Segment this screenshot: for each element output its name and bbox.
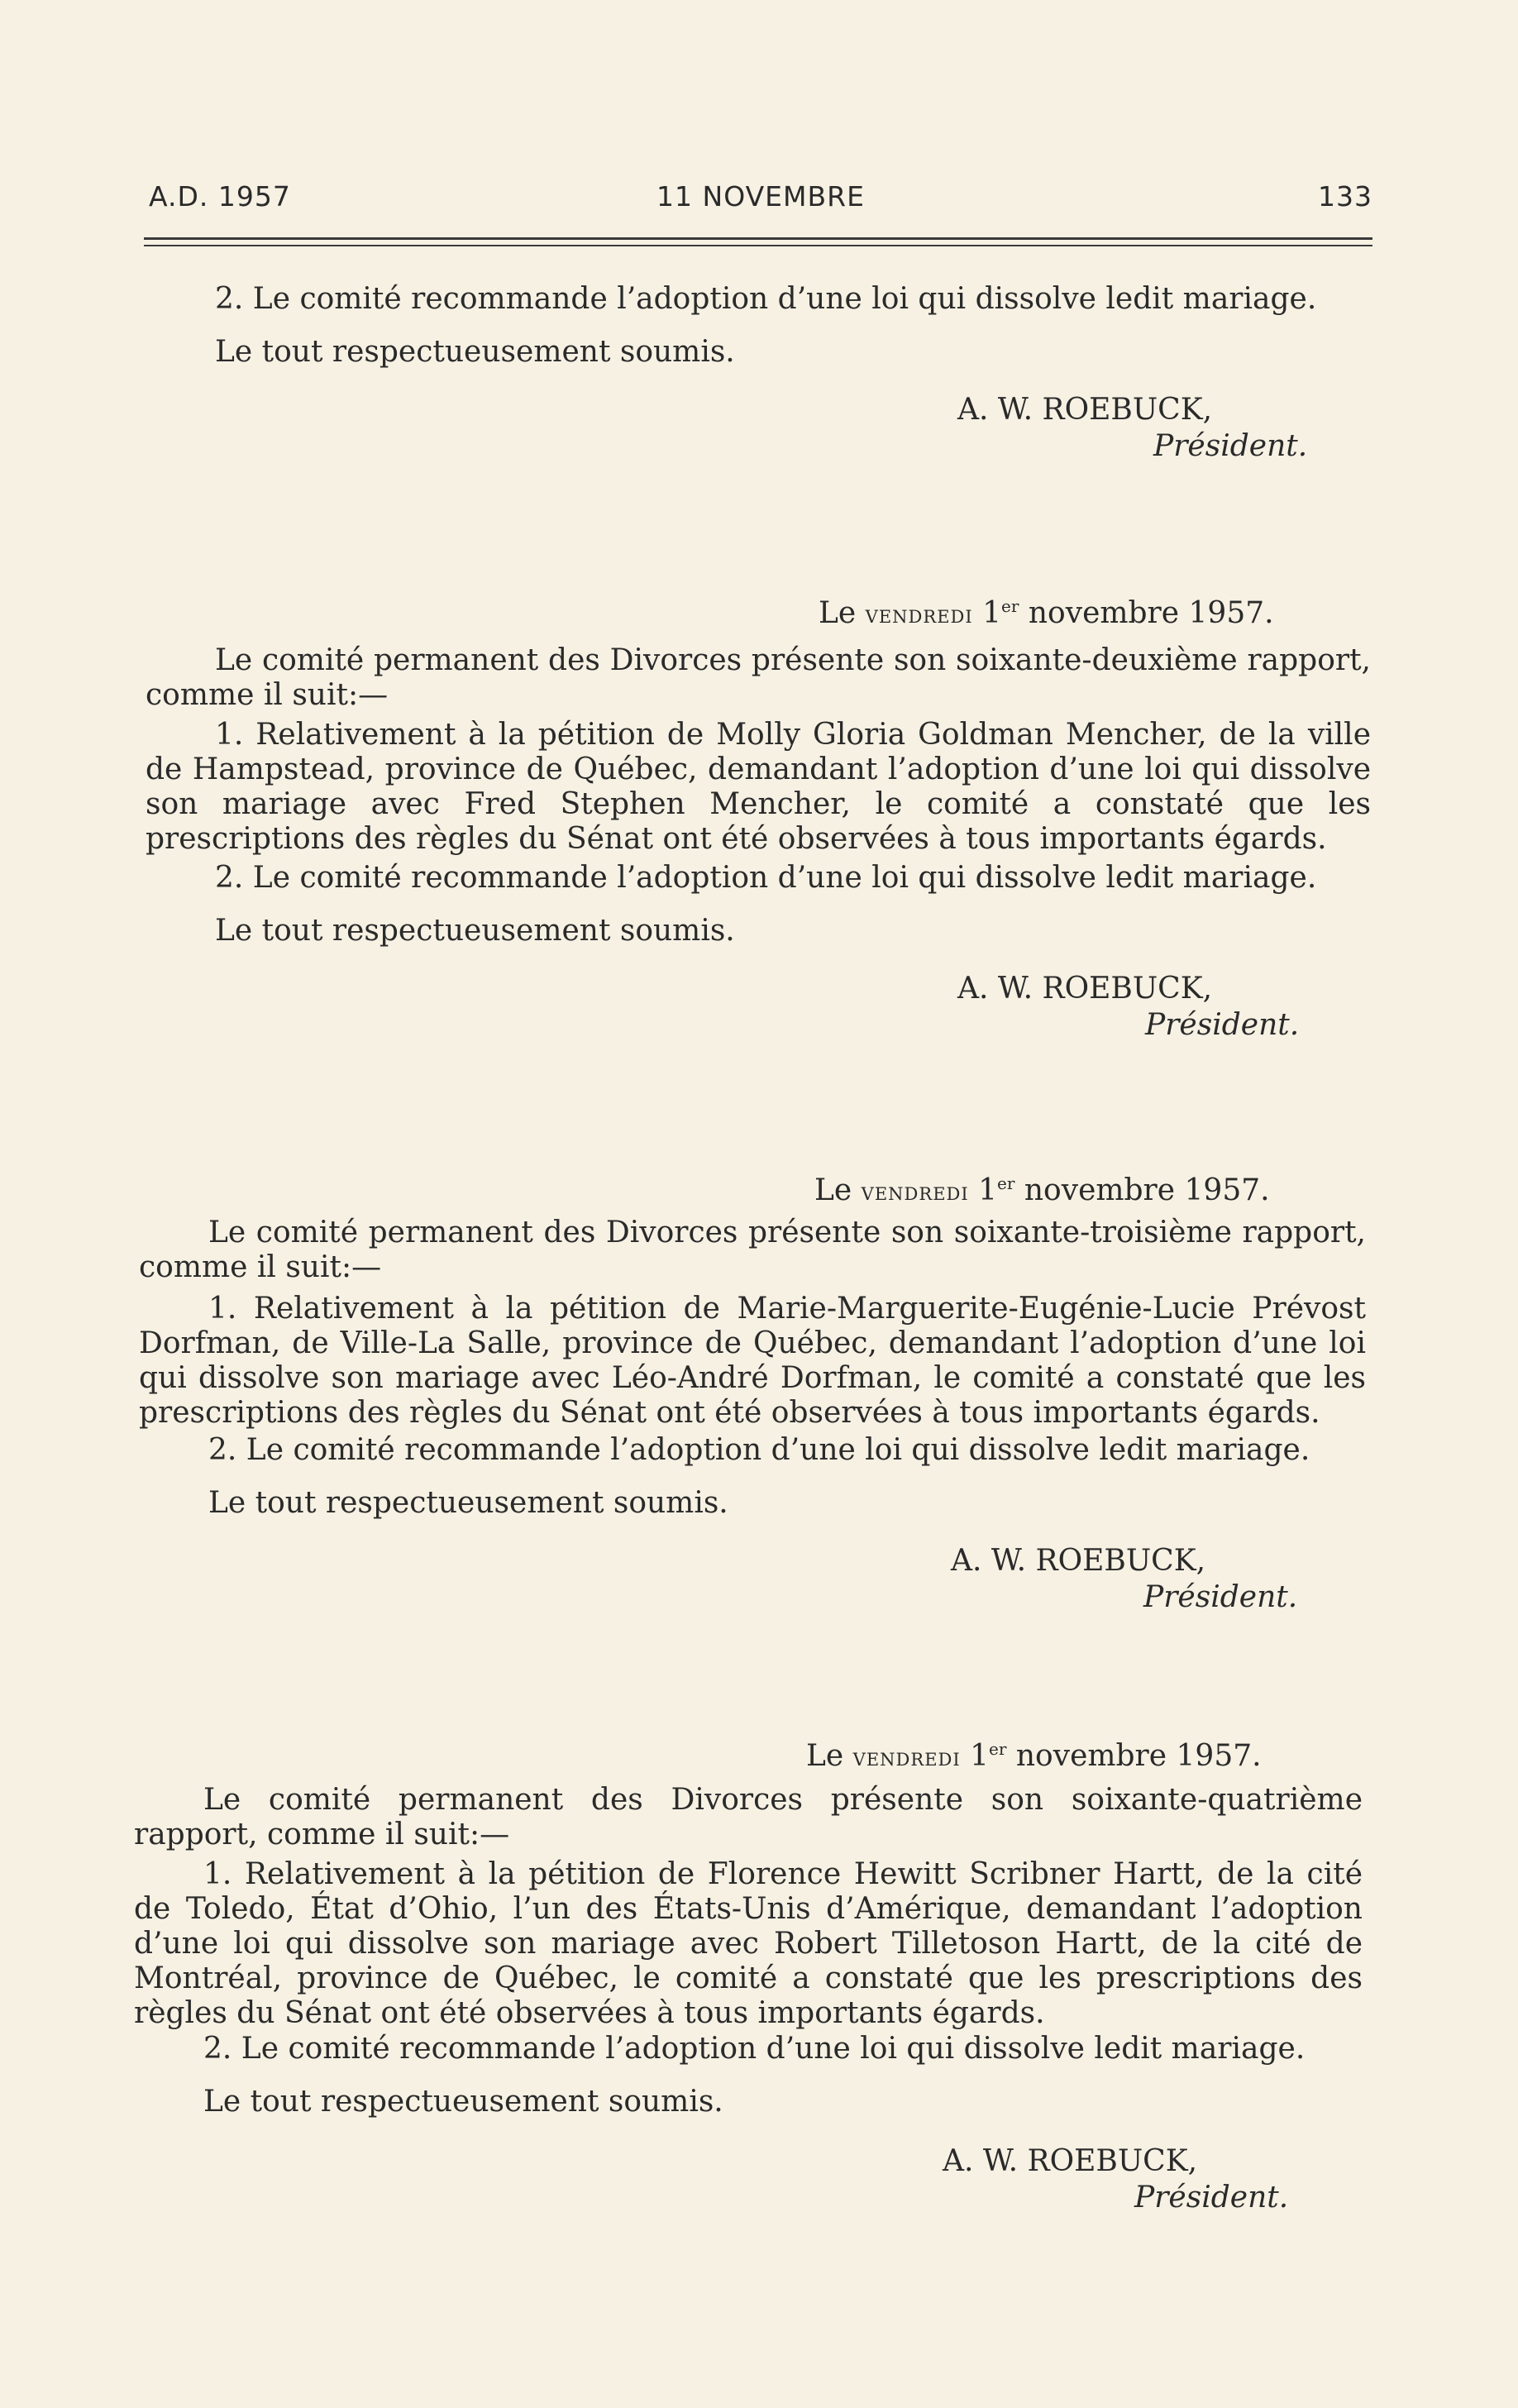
report-2-date-rest: novembre 1957. — [1024, 1173, 1270, 1207]
report-2-date-ord: 1 — [978, 1173, 998, 1207]
report-3-date-sup: er — [989, 1739, 1007, 1759]
report-3-date-ord: 1 — [970, 1739, 990, 1773]
header-title: 11 NOVEMBRE — [656, 180, 865, 213]
report-3-date-rest: novembre 1957. — [1015, 1739, 1262, 1773]
report-1-date-day: vendredi — [865, 600, 973, 629]
report-2-date-sup: er — [997, 1173, 1015, 1193]
report-1-date — [819, 589, 1274, 633]
report-2-item-1: 1. Relativement à la pétition de Marie-Marguerite-Eugénie-Lucie Prévost Dorfman, de Ville-La Salle, province de Québec, demandant l’adoption d’une loi qui dissolve son mariage avec Léo-André Dorfman, le comité a constaté que les prescriptions des règles du Sénat ont été observées à tous importants égards. — [139, 1292, 1366, 1430]
top-signature-name: A. W. ROEBUCK, — [957, 393, 1213, 427]
report-3-closing: Le tout respectueusement soumis. — [203, 2085, 723, 2119]
header-date: A.D. 1957 — [149, 180, 291, 213]
report-1-date-prefix: Le — [819, 596, 857, 630]
report-1-signature-title: Président. — [1145, 1008, 1300, 1042]
running-header — [149, 180, 1372, 227]
report-3-date-day: vendredi — [852, 1743, 961, 1772]
header-rule-bottom — [144, 245, 1372, 246]
top-item-2: 2. Le comité recommande l’adoption d’une loi qui dissolve ledit mariage. — [215, 282, 1317, 316]
top-closing: Le tout respectueusement soumis. — [215, 335, 735, 369]
report-2-item-2: 2. Le comité recommande l’adoption d’une loi qui dissolve ledit mariage. — [208, 1433, 1310, 1467]
report-3-item-1: 1. Relativement à la pétition de Florence Hewitt Scribner Hartt, de la cité de Toledo, État d’Ohio, l’un des États-Unis d’Amérique, demandant l’adoption d’une loi qui dissolve son mariage avec Robert Tilletoson Hartt, de la cité de Montréal, province de Québec, le comité a constaté que les prescriptions des règles du Sénat ont été observées à tous importants égards. — [134, 1857, 1363, 2030]
report-2-signature-name: A. W. ROEBUCK, — [951, 1544, 1206, 1578]
report-1-date-sup: er — [1001, 596, 1019, 616]
report-2-intro: Le comité permanent des Divorces présente son soixante-troisième rapport, comme il suit:— — [139, 1216, 1366, 1284]
report-3-signature-title: Président. — [1134, 2181, 1289, 2214]
report-2-date — [814, 1166, 1270, 1210]
report-3-date-prefix: Le — [806, 1739, 844, 1773]
report-3-signature-name: A. W. ROEBUCK, — [943, 2144, 1198, 2178]
report-3-date — [806, 1732, 1262, 1775]
report-1-date-ord: 1 — [982, 596, 1002, 630]
report-1-item-1: 1. Relativement à la pétition de Molly Gloria Goldman Mencher, de la ville de Hampstead, province de Québec, demandant l’adoption d’une loi qui dissolve son mariage avec Fred Stephen Mencher, le comité a constaté que les prescriptions des règles du Sénat ont été observées à tous importants égards. — [146, 718, 1371, 856]
report-3-intro: Le comité permanent des Divorces présente son soixante-quatrième rapport, comme il suit:— — [134, 1783, 1363, 1851]
report-2-closing: Le tout respectueusement soumis. — [208, 1486, 728, 1520]
report-1-closing: Le tout respectueusement soumis. — [215, 914, 735, 948]
report-1-item-2: 2. Le comité recommande l’adoption d’une loi qui dissolve ledit mariage. — [215, 861, 1317, 895]
top-signature-title: Président. — [1153, 429, 1308, 463]
report-2-date-prefix: Le — [814, 1173, 852, 1207]
report-2-date-day: vendredi — [861, 1178, 969, 1206]
report-1-signature-name: A. W. ROEBUCK, — [957, 972, 1213, 1006]
header-rule-top — [144, 237, 1372, 240]
report-2-signature-title: Président. — [1143, 1580, 1298, 1614]
page-number: 133 — [1318, 180, 1372, 213]
report-1-intro: Le comité permanent des Divorces présente son soixante-deuxième rapport, comme il suit:— — [146, 643, 1371, 712]
report-3-item-2: 2. Le comité recommande l’adoption d’une loi qui dissolve ledit mariage. — [203, 2032, 1306, 2066]
report-1-date-rest: novembre 1957. — [1028, 596, 1274, 630]
